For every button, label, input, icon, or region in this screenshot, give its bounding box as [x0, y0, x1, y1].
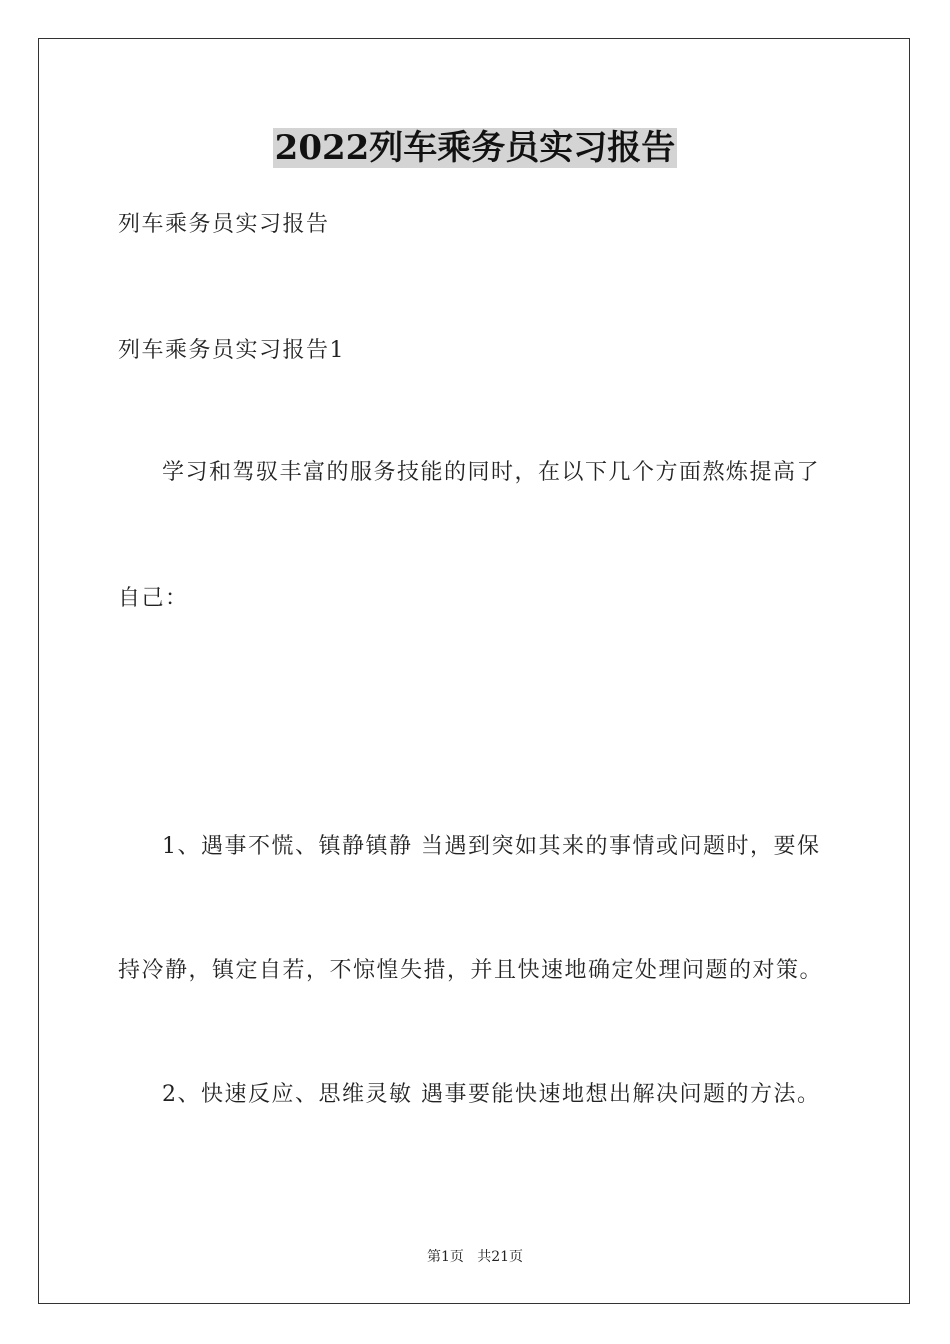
document-title: [0, 126, 950, 170]
paragraph-2-line-2: 持冷静，镇定自若，不惊惶失措，并且快速地确定处理问题的对策。: [118, 958, 824, 983]
paragraph-2-line-1: 1、遇事不慌、镇静镇静 当遇到突如其来的事情或问题时，要保: [162, 834, 821, 859]
paragraph-1-line-2: 自己：: [118, 586, 189, 611]
page-footer: 第1页 共21页: [426, 1249, 524, 1265]
document-subtitle: 列车乘务员实习报告: [118, 212, 330, 237]
section-heading: 列车乘务员实习报告1: [118, 338, 345, 363]
paragraph-3-line-1: 2、快速反应、思维灵敏 遇事要能快速地想出解决问题的方法。: [162, 1082, 821, 1107]
paragraph-1-line-1: 学习和驾驭丰富的服务技能的同时，在以下几个方面熬炼提高了: [162, 460, 821, 485]
document-title-text: 2022列车乘务员实习报告: [274, 128, 676, 168]
